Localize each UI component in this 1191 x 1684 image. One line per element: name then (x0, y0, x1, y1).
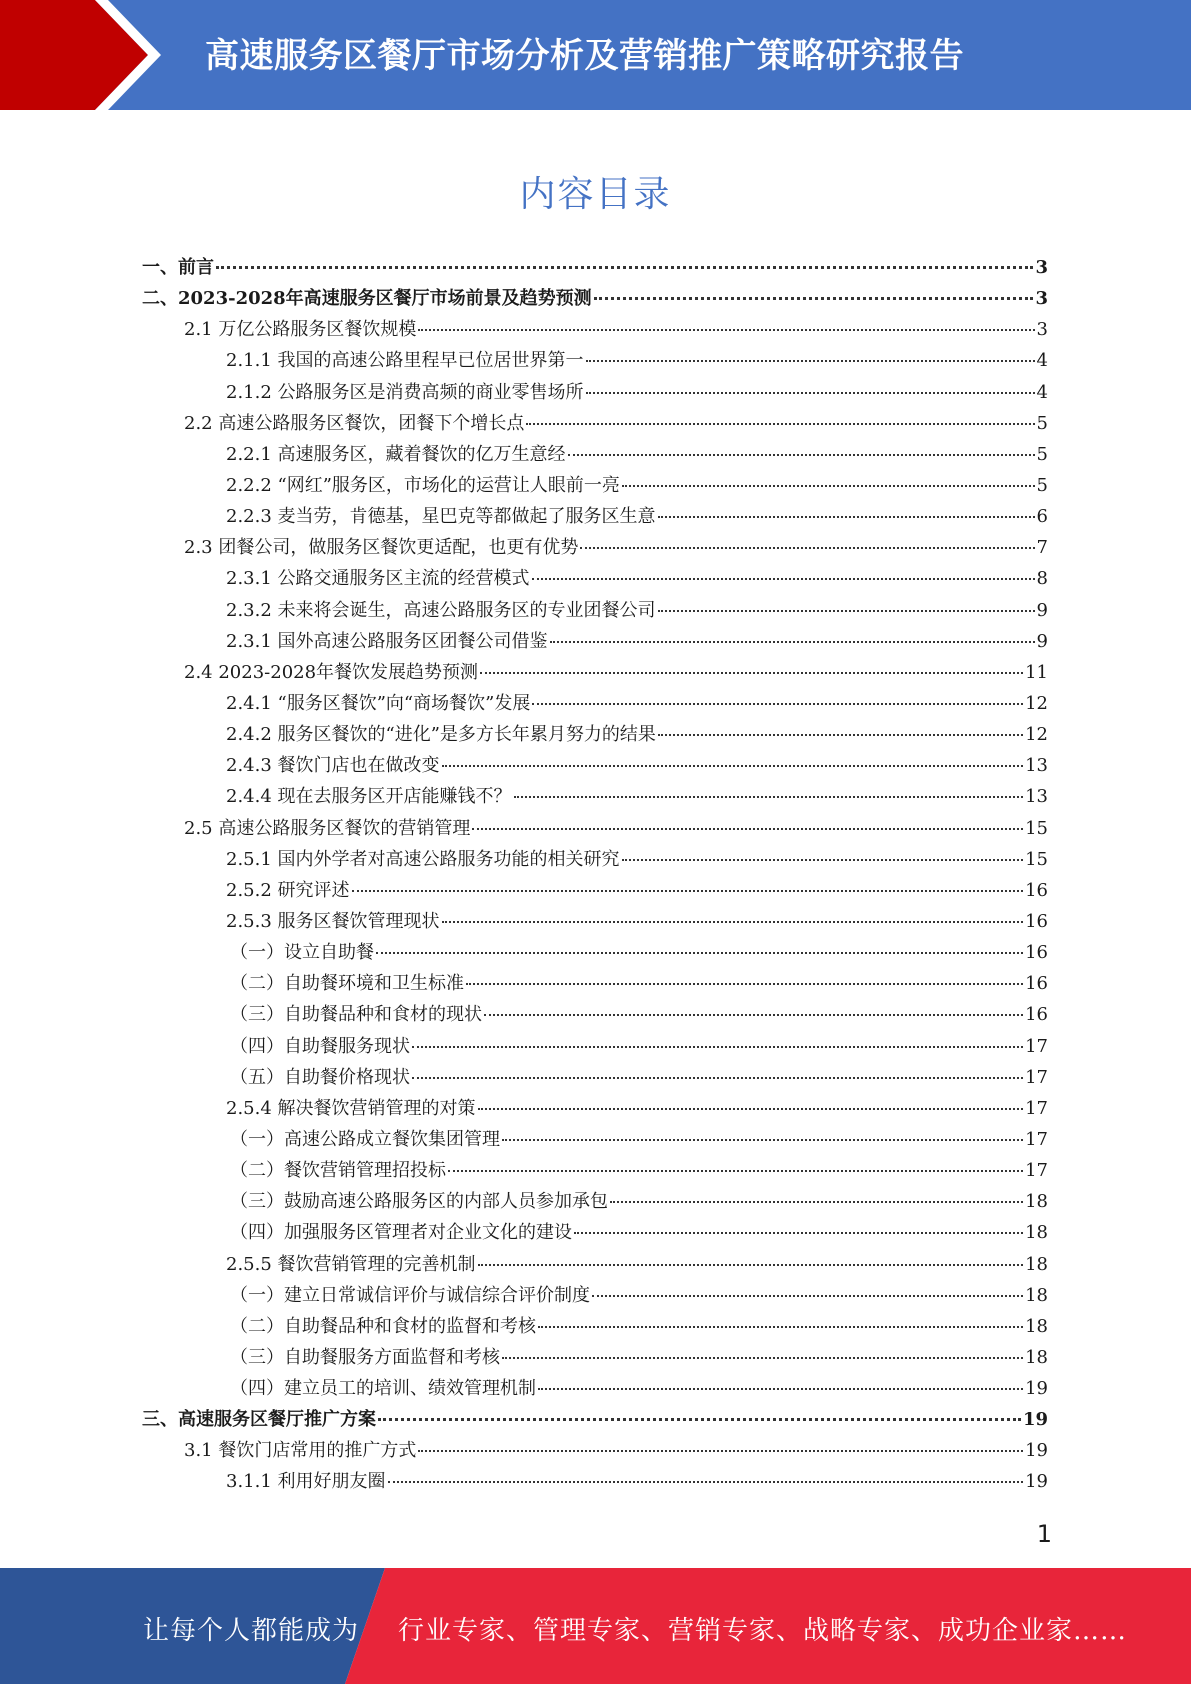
toc-entry-title: 二、2023-2028年高速服务区餐厅市场前景及趋势预测 (142, 288, 592, 310)
toc-entry[interactable] (142, 658, 1048, 689)
toc-entry[interactable] (142, 1063, 1048, 1094)
toc-dot-leader (418, 329, 1034, 331)
toc-entry-page: 5 (1036, 474, 1048, 496)
toc-entry[interactable] (142, 1374, 1048, 1405)
toc-entry[interactable] (142, 564, 1048, 595)
toc-entry-page: 18 (1025, 1284, 1048, 1306)
toc-entry[interactable] (142, 533, 1048, 564)
toc-dot-leader (442, 921, 1024, 923)
toc-entry-page: 8 (1036, 568, 1048, 590)
toc-entry-page: 16 (1025, 942, 1048, 964)
toc-entry[interactable] (142, 471, 1048, 502)
toc-entry[interactable] (142, 845, 1048, 876)
report-footer (0, 1568, 1191, 1684)
toc-dot-leader (658, 516, 1035, 518)
toc-entry-title: 2.5.3 服务区餐饮管理现状 (226, 910, 440, 932)
toc-entry[interactable] (142, 502, 1048, 533)
toc-dot-leader (502, 1357, 1023, 1359)
toc-entry-page: 19 (1025, 1440, 1048, 1462)
toc-entry-title: （四）加强服务区管理者对企业文化的建设 (230, 1222, 572, 1244)
toc-entry-title: （二）自助餐环境和卫生标准 (230, 973, 464, 995)
toc-entry-page: 17 (1025, 1160, 1048, 1182)
toc-entry-title: 2.5 高速公路服务区餐饮的营销管理 (184, 817, 471, 839)
toc-entry[interactable] (142, 1187, 1048, 1218)
toc-entry-page: 5 (1036, 412, 1048, 434)
toc-entry[interactable] (142, 1312, 1048, 1343)
toc-dot-leader (412, 1077, 1023, 1079)
toc-entry-page: 15 (1025, 848, 1048, 870)
toc-entry-page: 15 (1025, 817, 1048, 839)
toc-entry-title: （三）自助餐服务方面监督和考核 (230, 1346, 500, 1368)
toc-entry-page: 19 (1022, 1409, 1048, 1431)
toc-entry-title: 2.1.1 我国的高速公路里程早已位居世界第一 (226, 350, 584, 372)
toc-dot-leader (586, 392, 1035, 394)
toc-entry-page: 4 (1036, 381, 1048, 403)
toc-dot-leader (484, 1014, 1023, 1016)
table-of-contents (142, 253, 1048, 1499)
toc-dot-leader (580, 547, 1034, 549)
toc-entry-title: （四）建立员工的培训、绩效管理机制 (230, 1378, 536, 1400)
toc-entry[interactable] (142, 1125, 1048, 1156)
toc-entry[interactable] (142, 1000, 1048, 1031)
toc-entry[interactable] (142, 1250, 1048, 1281)
toc-entry-page: 12 (1025, 692, 1048, 714)
toc-entry-title: （一）建立日常诚信评价与诚信综合评价制度 (230, 1284, 590, 1306)
toc-dot-leader (622, 485, 1035, 487)
toc-entry[interactable] (142, 346, 1048, 377)
toc-dot-leader (550, 641, 1035, 643)
toc-entry[interactable] (142, 1467, 1048, 1498)
toc-entry-title: 2.1 万亿公路服务区餐饮规模 (184, 319, 417, 341)
toc-entry-title: 2.4.2 服务区餐饮的“进化”是多方长年累月努力的结果 (226, 724, 656, 746)
toc-entry[interactable] (142, 720, 1048, 751)
toc-dot-leader (412, 1046, 1023, 1048)
toc-entry[interactable] (142, 938, 1048, 969)
toc-entry-title: 2.5.4 解决餐饮营销管理的对策 (226, 1097, 476, 1119)
toc-entry[interactable] (142, 409, 1048, 440)
page-number: 1 (1036, 1520, 1052, 1548)
toc-entry-title: 2.2.1 高速服务区，藏着餐饮的亿万生意经 (226, 443, 566, 465)
toc-entry-title: 2.1.2 公路服务区是消费高频的商业零售场所 (226, 381, 584, 403)
toc-dot-leader (592, 1295, 1023, 1297)
toc-dot-leader (574, 1232, 1023, 1234)
toc-entry[interactable] (142, 596, 1048, 627)
toc-entry-title: 3.1.1 利用好朋友圈 (226, 1471, 386, 1493)
toc-entry[interactable] (142, 1094, 1048, 1125)
toc-dot-leader (478, 1264, 1024, 1266)
toc-dot-leader (538, 1388, 1023, 1390)
toc-dot-leader (478, 1108, 1024, 1110)
toc-dot-leader (526, 423, 1034, 425)
toc-entry-title: 一、前言 (142, 257, 214, 278)
toc-entry-title: （一）高速公路成立餐饮集团管理 (230, 1128, 500, 1150)
toc-dot-leader (532, 703, 1023, 705)
toc-dot-leader (502, 1139, 1023, 1141)
toc-entry-page: 12 (1025, 724, 1048, 746)
toc-heading: 内容目录 (519, 174, 672, 215)
toc-entry[interactable] (142, 1343, 1048, 1374)
toc-dot-leader (532, 578, 1035, 580)
toc-entry-page: 9 (1036, 599, 1048, 621)
toc-dot-leader (418, 1450, 1023, 1452)
toc-entry-page: 13 (1025, 786, 1048, 808)
footer-slogan-left: 让每个人都能成为 (143, 1616, 360, 1646)
toc-entry[interactable] (142, 1281, 1048, 1312)
toc-entry[interactable] (142, 315, 1048, 346)
toc-entry-page: 17 (1025, 1128, 1048, 1150)
toc-entry-title: 2.2.3 麦当劳，肯德基，星巴克等都做起了服务区生意 (226, 506, 656, 528)
toc-entry-title: 2.3.1 国外高速公路服务区团餐公司借鉴 (226, 630, 548, 652)
toc-entry[interactable] (142, 1218, 1048, 1249)
toc-entry-page: 13 (1025, 755, 1048, 777)
toc-entry-title: 2.5.1 国内外学者对高速公路服务功能的相关研究 (226, 848, 620, 870)
toc-entry-title: 2.4.3 餐饮门店也在做改变 (226, 755, 440, 777)
toc-dot-leader (442, 765, 1024, 767)
toc-entry-page: 6 (1036, 506, 1048, 528)
toc-entry-title: 2.5.2 研究评述 (226, 879, 350, 901)
toc-entry-title: 2.3.2 未来将会诞生，高速公路服务区的专业团餐公司 (226, 599, 656, 621)
toc-entry-page: 18 (1025, 1253, 1048, 1275)
toc-dot-leader (568, 454, 1035, 456)
toc-entry-title: 2.2 高速公路服务区餐饮，团餐下个增长点 (184, 412, 525, 434)
toc-dot-leader (594, 297, 1034, 300)
toc-entry[interactable] (142, 1436, 1048, 1467)
toc-entry-page: 16 (1025, 973, 1048, 995)
toc-entry[interactable] (142, 284, 1048, 315)
toc-dot-leader (480, 672, 1023, 674)
toc-entry[interactable] (142, 1405, 1048, 1436)
toc-entry[interactable] (142, 253, 1048, 284)
toc-entry-title: （三）鼓励高速公路服务区的内部人员参加承包 (230, 1191, 608, 1213)
toc-dot-leader (378, 1418, 1021, 1421)
toc-entry[interactable] (142, 627, 1048, 658)
toc-entry-title: （二）自助餐品种和食材的监督和考核 (230, 1315, 536, 1337)
toc-entry-title: 2.4.4 现在去服务区开店能赚钱不？ (226, 786, 512, 808)
toc-dot-leader (216, 266, 1033, 269)
toc-entry-title: 2.5.5 餐饮营销管理的完善机制 (226, 1253, 476, 1275)
toc-entry-page: 3 (1035, 257, 1048, 278)
toc-entry-title: 三、高速服务区餐厅推广方案 (142, 1409, 376, 1431)
toc-entry[interactable] (142, 440, 1048, 471)
toc-entry[interactable] (142, 751, 1048, 782)
toc-entry[interactable] (142, 782, 1048, 813)
toc-dot-leader (610, 1201, 1023, 1203)
toc-entry-title: （一）设立自助餐 (230, 942, 374, 964)
toc-entry-page: 9 (1036, 630, 1048, 652)
toc-entry-title: 3.1 餐饮门店常用的推广方式 (184, 1440, 417, 1462)
report-header (0, 0, 1191, 110)
toc-dot-leader (472, 828, 1023, 830)
toc-dot-leader (586, 360, 1035, 362)
toc-entry-page: 18 (1025, 1222, 1048, 1244)
footer-slogan-right: 行业专家、管理专家、营销专家、战略专家、成功企业家…… (398, 1616, 1128, 1646)
toc-entry-page: 7 (1036, 537, 1048, 559)
toc-entry[interactable] (142, 689, 1048, 720)
toc-entry-title: 2.2.2 “网红”服务区，市场化的运营让人眼前一亮 (226, 474, 620, 496)
toc-dot-leader (538, 1326, 1023, 1328)
toc-entry-title: 2.3 团餐公司，做服务区餐饮更适配，也更有优势 (184, 537, 579, 559)
toc-entry-title: 2.3.1 公路交通服务区主流的经营模式 (226, 568, 530, 590)
toc-dot-leader (388, 1481, 1024, 1483)
toc-entry[interactable] (142, 378, 1048, 409)
toc-entry-page: 16 (1025, 879, 1048, 901)
toc-entry[interactable] (142, 969, 1048, 1000)
toc-entry[interactable] (142, 814, 1048, 845)
toc-entry[interactable] (142, 876, 1048, 907)
toc-dot-leader (514, 796, 1024, 798)
toc-entry-page: 19 (1025, 1471, 1048, 1493)
toc-entry-page: 17 (1025, 1066, 1048, 1088)
toc-entry-title: （四）自助餐服务现状 (230, 1035, 410, 1057)
report-title: 高速服务区餐厅市场分析及营销推广策略研究报告 (205, 36, 964, 76)
toc-dot-leader (376, 952, 1023, 954)
toc-entry-title: （二）餐饮营销管理招投标 (230, 1160, 446, 1182)
toc-entry-page: 5 (1036, 443, 1048, 465)
toc-dot-leader (658, 610, 1035, 612)
toc-entry-page: 16 (1025, 910, 1048, 932)
toc-entry-title: 2.4 2023-2028年餐饮发展趋势预测 (184, 661, 479, 683)
toc-entry-page: 3 (1035, 288, 1048, 310)
toc-dot-leader (466, 983, 1023, 985)
toc-dot-leader (352, 890, 1024, 892)
toc-dot-leader (622, 859, 1024, 861)
toc-entry-title: （三）自助餐品种和食材的现状 (230, 1004, 482, 1026)
toc-entry-page: 18 (1025, 1191, 1048, 1213)
toc-entry-page: 4 (1036, 350, 1048, 372)
toc-entry-page: 17 (1025, 1035, 1048, 1057)
toc-entry-page: 19 (1025, 1378, 1048, 1400)
toc-entry-page: 18 (1025, 1315, 1048, 1337)
toc-entry[interactable] (142, 1032, 1048, 1063)
toc-dot-leader (448, 1170, 1023, 1172)
toc-entry-title: （五）自助餐价格现状 (230, 1066, 410, 1088)
toc-entry[interactable] (142, 1156, 1048, 1187)
toc-entry-page: 11 (1025, 661, 1048, 683)
toc-entry-page: 17 (1025, 1097, 1048, 1119)
toc-entry-title: 2.4.1 “服务区餐饮”向“商场餐饮”发展 (226, 692, 531, 714)
toc-entry[interactable] (142, 907, 1048, 938)
toc-entry-page: 16 (1025, 1004, 1048, 1026)
toc-entry-page: 3 (1036, 319, 1048, 341)
toc-entry-page: 18 (1025, 1346, 1048, 1368)
toc-dot-leader (658, 734, 1023, 736)
